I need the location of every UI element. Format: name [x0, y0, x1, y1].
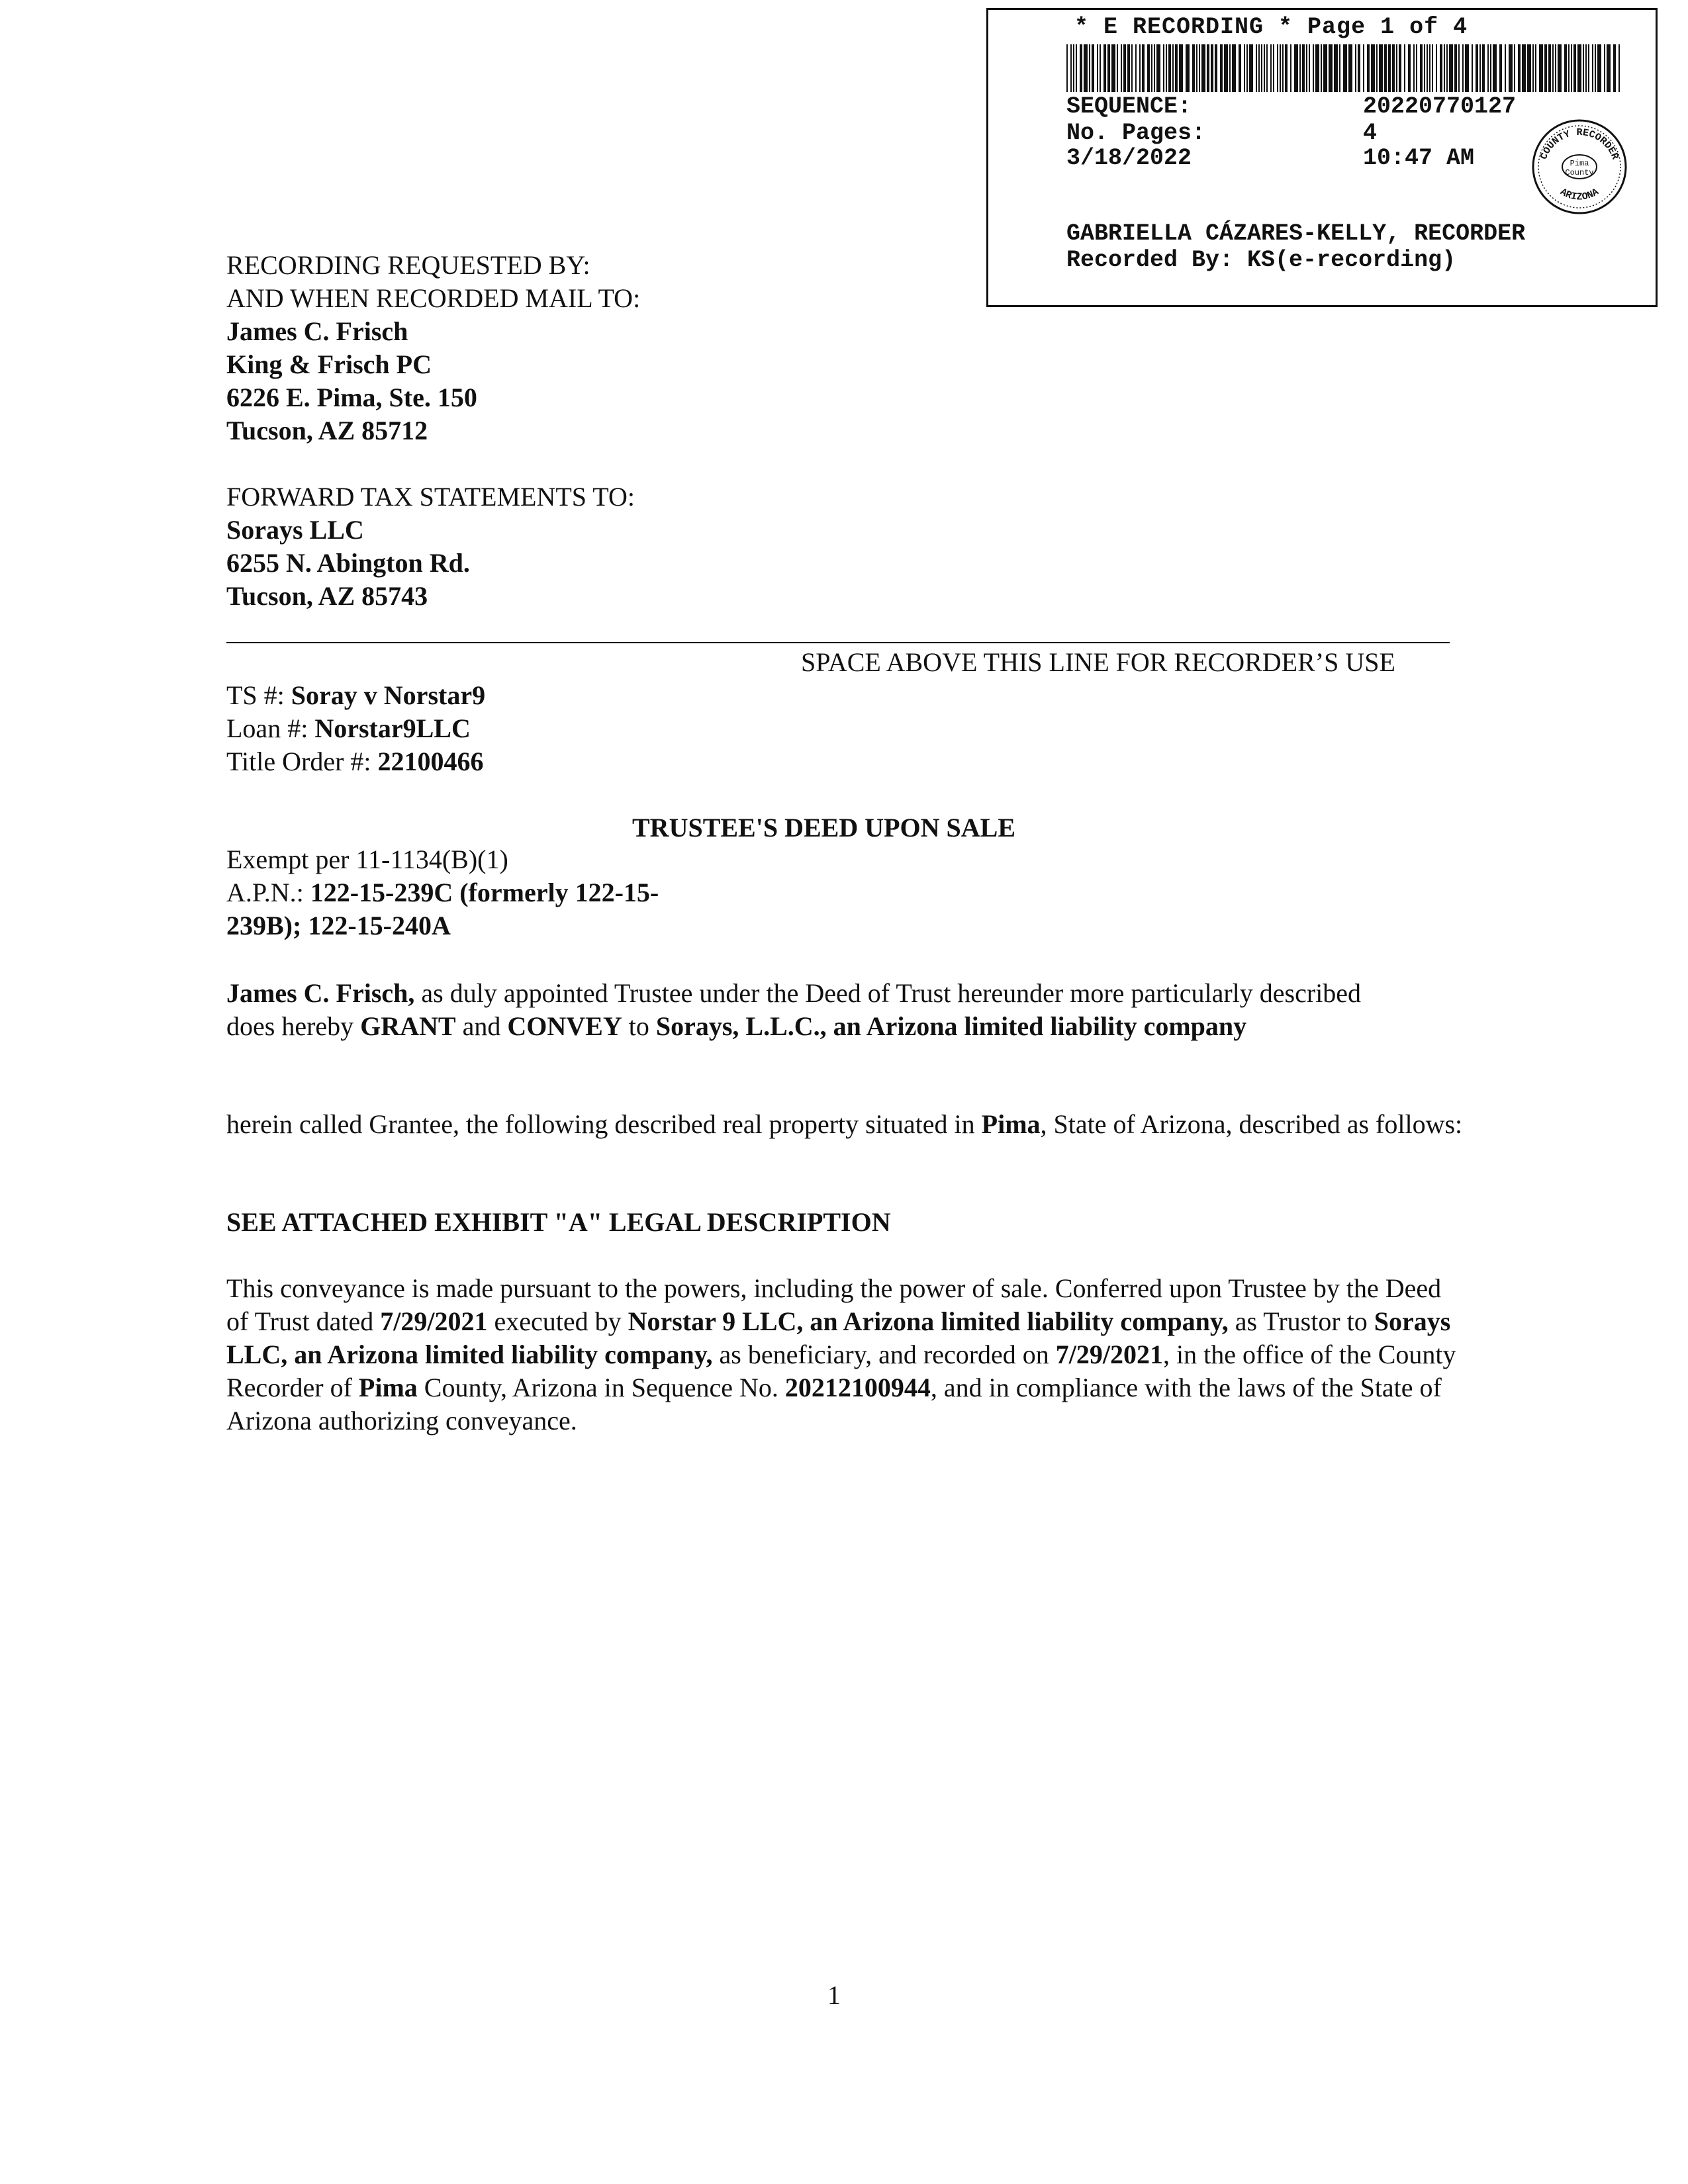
stamp-header: * E RECORDING * Page 1 of 4: [1074, 14, 1468, 40]
barcode-bar: [1315, 44, 1319, 92]
barcode-bar: [1392, 44, 1395, 92]
barcode-bar: [1490, 44, 1491, 92]
barcode-bar: [1232, 44, 1236, 92]
barcode-bar: [1111, 44, 1115, 92]
barcode-bar: [1465, 44, 1469, 92]
barcode-bar: [1321, 44, 1322, 92]
stamp-recorded-by: Recorded By: KS(e-recording): [1066, 247, 1456, 273]
seal-bottom-text: ARIZONA: [1558, 186, 1601, 203]
exhibit-heading: SEE ATTACHED EXHIBIT "A" LEGAL DESCRIPTION: [226, 1207, 891, 1237]
barcode-bar: [1371, 44, 1375, 92]
barcode-bar: [1224, 44, 1228, 92]
barcode-bar: [1404, 44, 1405, 92]
barcode-bar: [1239, 44, 1241, 92]
barcode-bar: [1302, 44, 1305, 92]
recorder-use-caption: SPACE ABOVE THIS LINE FOR RECORDER’S USE: [801, 647, 1395, 677]
barcode-bar: [1592, 44, 1593, 92]
grant-paragraph: James C. Frisch, as duly appointed Trustee under the Deed of Trust hereunder more particularly described does hereby GRANT and CONVEY to Sorays, L.L.C., an Arizona limited liability company: [226, 978, 1362, 1041]
stamp-pages-label: No. Pages:: [1066, 120, 1206, 146]
tax-to-city: Tucson, AZ 85743: [226, 581, 428, 611]
svg-text:COUNTY RECORDER: [1538, 127, 1620, 161]
barcode-bar: [1408, 44, 1411, 92]
barcode-bar: [1532, 44, 1534, 92]
apn-value-1: 122-15-239C (formerly 122-15-: [310, 878, 659, 907]
mail-to-street: 6226 E. Pima, Ste. 150: [226, 383, 477, 412]
barcode-bar: [1588, 44, 1589, 92]
barcode-bar: [1413, 44, 1415, 92]
barcode-bar: [1527, 44, 1531, 92]
barcode-bar: [1440, 44, 1442, 92]
mail-to-heading-1: RECORDING REQUESTED BY:: [226, 250, 590, 280]
barcode-bar: [1514, 44, 1515, 92]
barcode-bar: [1384, 44, 1387, 92]
barcode-bar: [1399, 44, 1401, 92]
barcode-bar: [1539, 44, 1543, 92]
barcode-bar: [1156, 44, 1160, 92]
barcode-bar: [1285, 44, 1288, 92]
mail-to-heading-2: AND WHEN RECORDED MAIL TO:: [226, 283, 641, 313]
barcode-bar: [1147, 44, 1150, 92]
barcode-bar: [1166, 44, 1167, 92]
barcode-bar: [1571, 44, 1572, 92]
barcode-bar: [1518, 44, 1521, 92]
barcode-bar: [1123, 44, 1126, 92]
barcode-bar: [1313, 44, 1314, 92]
barcode-bar: [1246, 44, 1248, 92]
barcode-bar: [1454, 44, 1457, 92]
barcode-bar: [1080, 44, 1082, 92]
barcode-bar: [1290, 44, 1291, 92]
barcode-bar: [1420, 44, 1423, 92]
barcode-bar: [1309, 44, 1310, 92]
barcode-bar: [1270, 44, 1272, 92]
conveyance-paragraph: This conveyance is made pursuant to the powers, including the power of sale. Conferred upon Trustee by the Deed of Trust dated 7/29/2021 executed by Norstar 9 LLC, an Arizona limited liability company, as Trustor to Sorays LLC, an Arizona limited liability company, as beneficiary, and recorded on 7/29/2021, in the office of the County Recorder of Pima County, Arizona in Sequence No. 20212100944, and in compliance with the laws of the State of Arizona authorizing conveyance.: [226, 1273, 1456, 1435]
barcode-bar: [1261, 44, 1262, 92]
barcode-bar: [1568, 44, 1570, 92]
barcode-bar: [1444, 44, 1445, 92]
apn-value-2: 239B); 122-15-240A: [226, 911, 451, 940]
stamp-sequence-value: 20220770127: [1363, 93, 1517, 120]
tax-to-street: 6255 N. Abington Rd.: [226, 548, 470, 578]
barcode-bar: [1558, 44, 1562, 92]
svg-text:ARIZONA: [1558, 187, 1601, 203]
barcode-bar: [1595, 44, 1596, 92]
barcode-bar: [1107, 44, 1110, 92]
stamp-date: 3/18/2022: [1066, 145, 1192, 171]
barcode-bar: [1334, 44, 1338, 92]
barcode-bar: [1175, 44, 1178, 92]
barcode-bar: [1329, 44, 1333, 92]
barcode-bar: [1458, 44, 1460, 92]
barcode-bar: [1436, 44, 1437, 92]
document-title: TRUSTEE'S DEED UPON SALE: [632, 813, 1016, 842]
stamp-time: 10:47 AM: [1363, 145, 1475, 171]
barcode-bar: [1163, 44, 1164, 92]
barcode-bar: [1192, 44, 1195, 92]
barcode-bar: [1211, 44, 1213, 92]
barcode-bar: [1376, 44, 1378, 92]
barcode-bar: [1092, 44, 1094, 92]
barcode-bar: [1135, 44, 1137, 92]
barcode-bar: [1277, 44, 1278, 92]
barcode-bar: [1367, 44, 1370, 92]
barcode-bar: [1256, 44, 1257, 92]
barcode-bar: [1424, 44, 1425, 92]
barcode-bar: [1613, 44, 1616, 92]
stamp-sequence-label: SEQUENCE:: [1066, 93, 1192, 120]
barcode-bar: [1117, 44, 1118, 92]
barcode-bar: [1583, 44, 1584, 92]
barcode-bar: [1548, 44, 1551, 92]
barcode-bar: [1479, 44, 1481, 92]
barcode-bar: [1229, 44, 1231, 92]
barcode-bar: [1355, 44, 1356, 92]
barcode-bar: [1505, 44, 1506, 92]
barcode-bar: [1084, 44, 1088, 92]
apn-label: A.P.N.:: [226, 878, 310, 907]
barcode-bar: [1244, 44, 1245, 92]
barcode-bar: [1073, 44, 1074, 92]
barcode-bar: [1577, 44, 1581, 92]
seal-center-text-1: Pima: [1570, 159, 1589, 168]
stamp-pages-value: 4: [1363, 120, 1378, 146]
barcode-bar: [1299, 44, 1301, 92]
barcode-image: [1066, 44, 1622, 92]
barcode-bar: [1273, 44, 1274, 92]
barcode-bar: [1493, 44, 1497, 92]
stamp-recorder: GABRIELLA CÁZARES-KELLY, RECORDER: [1066, 220, 1526, 247]
barcode-bar: [1323, 44, 1327, 92]
barcode-bar: [1358, 44, 1360, 92]
barcode-bar: [1482, 44, 1485, 92]
barcode-bar: [1076, 44, 1077, 92]
barcode-bar: [1379, 44, 1383, 92]
references-block: [226, 679, 485, 778]
barcode-bar: [1127, 44, 1130, 92]
barcode-bar: [1220, 44, 1223, 92]
barcode-bar: [1544, 44, 1547, 92]
barcode-bar: [1432, 44, 1433, 92]
barcode-bar: [1487, 44, 1489, 92]
barcode-bar: [1446, 44, 1448, 92]
barcode-bar: [1449, 44, 1453, 92]
barcode-bar: [1535, 44, 1536, 92]
barcode-bar: [1139, 44, 1141, 92]
title-order-number: Title Order #: 22100466: [226, 747, 484, 776]
exempt-text: Exempt per 11-1134(B)(1): [226, 844, 508, 874]
barcode-bar: [1215, 44, 1217, 92]
barcode-bar: [1343, 44, 1347, 92]
barcode-bar: [1388, 44, 1391, 92]
barcode-bar: [1201, 44, 1205, 92]
barcode-bar: [1172, 44, 1174, 92]
barcode-bar: [1294, 44, 1298, 92]
barcode-bar: [1199, 44, 1200, 92]
barcode-bar: [1179, 44, 1183, 92]
barcode-bar: [1604, 44, 1605, 92]
barcode-bar: [1186, 44, 1190, 92]
ts-number: TS #: Soray v Norstar9: [226, 680, 486, 710]
barcode-bar: [1552, 44, 1554, 92]
barcode-bar: [1154, 44, 1155, 92]
mail-to-city: Tucson, AZ 85712: [226, 416, 428, 445]
barcode-bar: [1476, 44, 1478, 92]
barcode-bar: [1564, 44, 1567, 92]
loan-number: Loan #: Norstar9LLC: [226, 713, 471, 743]
tax-to-heading: FORWARD TAX STATEMENTS TO:: [226, 482, 635, 512]
barcode-bar: [1509, 44, 1513, 92]
seal-center-text-2: County: [1565, 168, 1594, 177]
barcode-bar: [1363, 44, 1364, 92]
barcode-bar: [1522, 44, 1526, 92]
apn-block: [226, 843, 659, 942]
seal-top-text: COUNTY RECORDER: [1538, 127, 1621, 161]
barcode-bar: [1416, 44, 1417, 92]
barcode-bar: [1100, 44, 1101, 92]
barcode-bar: [1555, 44, 1556, 92]
barcode-bar: [1066, 44, 1068, 92]
barcode-bar: [1282, 44, 1284, 92]
barcode-bar: [1306, 44, 1307, 92]
barcode-bar: [1089, 44, 1090, 92]
barcode-bar: [1280, 44, 1281, 92]
county-seal-icon: [1530, 117, 1629, 216]
barcode-bar: [1462, 44, 1464, 92]
barcode-bar: [1103, 44, 1106, 92]
recorder-divider: [226, 642, 1450, 643]
barcode-bar: [1142, 44, 1145, 92]
barcode-bar: [1131, 44, 1133, 92]
mail-to-block: [226, 249, 640, 447]
barcode-bar: [1266, 44, 1268, 92]
barcode-bar: [1339, 44, 1340, 92]
barcode-bar: [1070, 44, 1072, 92]
recorder-stamp: [986, 8, 1658, 307]
barcode-bar: [1168, 44, 1171, 92]
barcode-bar: [1249, 44, 1253, 92]
barcode-bar: [1472, 44, 1473, 92]
tax-to-block: [226, 480, 635, 613]
barcode-bar: [1429, 44, 1430, 92]
barcode-bar: [1618, 44, 1620, 92]
barcode-bar: [1396, 44, 1397, 92]
page-number: 1: [827, 1980, 841, 2010]
barcode-bar: [1597, 44, 1601, 92]
tax-to-name: Sorays LLC: [226, 515, 364, 545]
barcode-bar: [1121, 44, 1122, 92]
barcode-bar: [1607, 44, 1611, 92]
mail-to-name: James C. Frisch: [226, 316, 408, 346]
grantee-paragraph: herein called Grantee, the following described real property situated in Pima, State of Arizona, described as follows:: [226, 1109, 1463, 1139]
barcode-bar: [1207, 44, 1209, 92]
barcode-bar: [1151, 44, 1152, 92]
barcode-bar: [1264, 44, 1265, 92]
barcode-bar: [1097, 44, 1098, 92]
barcode-bar: [1499, 44, 1502, 92]
barcode-bar: [1573, 44, 1576, 92]
barcode-bar: [1585, 44, 1587, 92]
barcode-bar: [1258, 44, 1260, 92]
barcode-bar: [1427, 44, 1428, 92]
barcode-bar: [1348, 44, 1352, 92]
mail-to-company: King & Frisch PC: [226, 349, 432, 379]
barcode-bar: [1196, 44, 1197, 92]
